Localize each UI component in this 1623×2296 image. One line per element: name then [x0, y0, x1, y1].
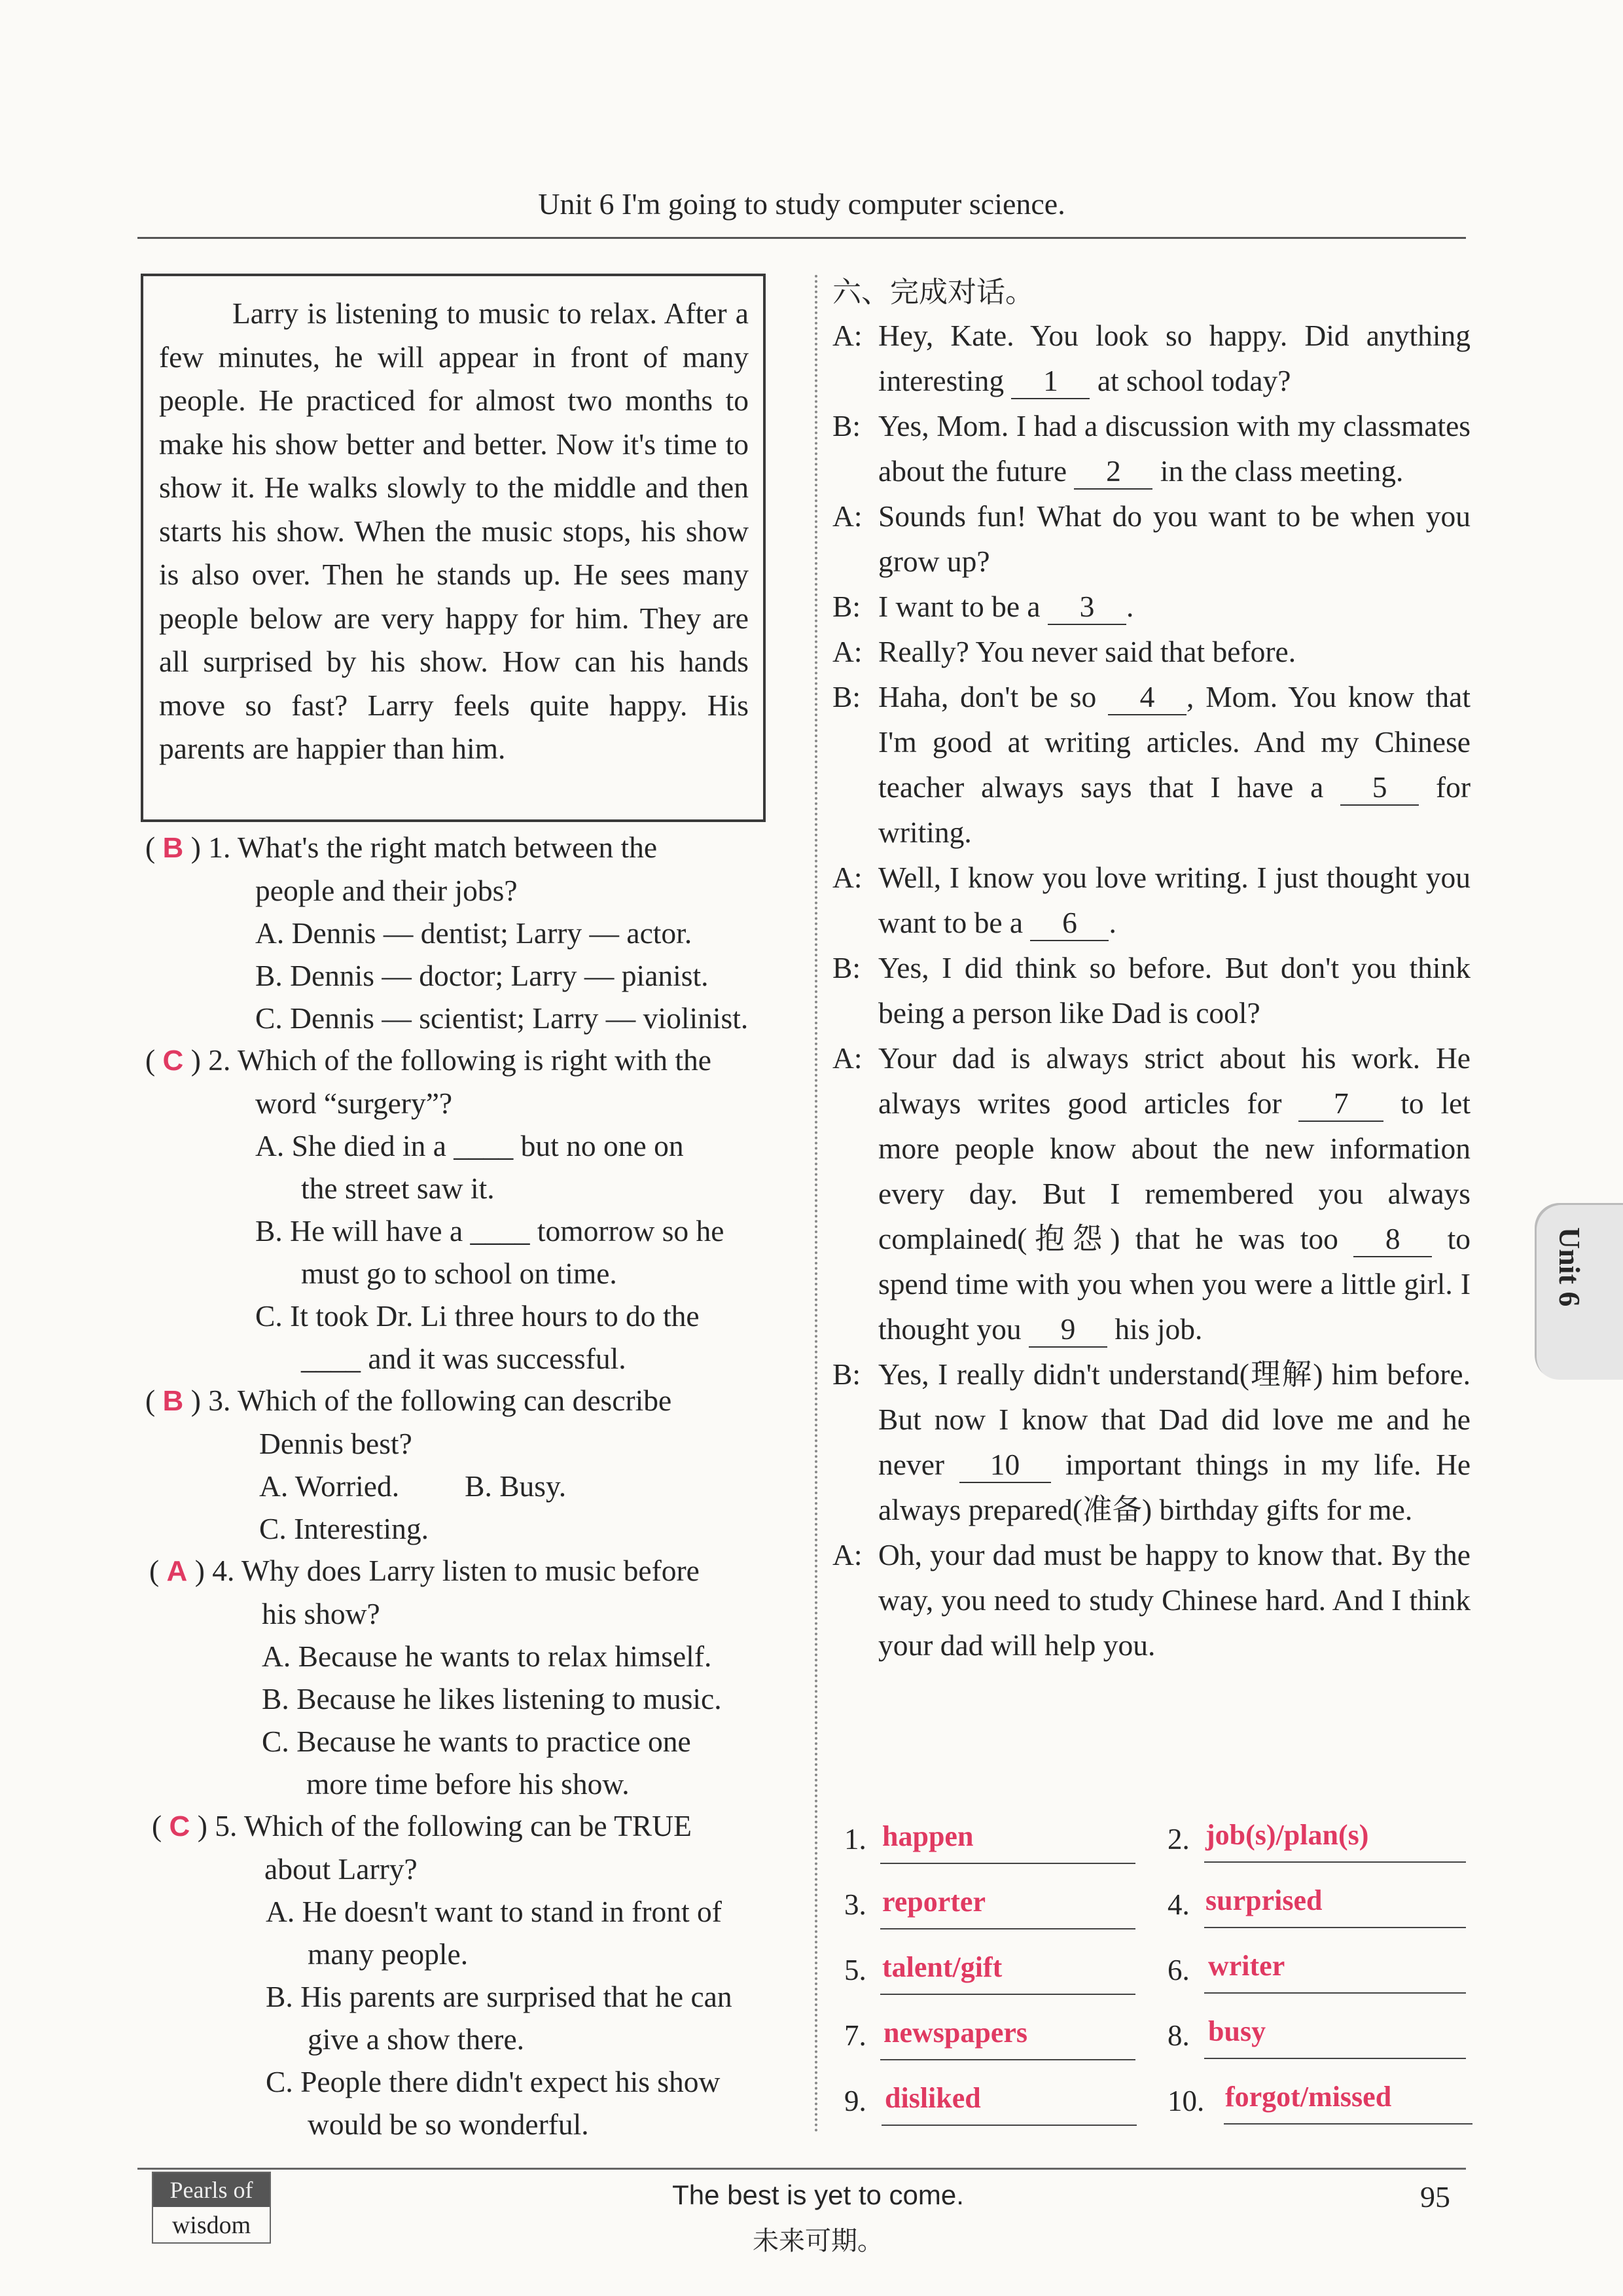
option: ____ and it was successful.	[301, 1342, 626, 1375]
blank-7: 7	[1298, 1086, 1383, 1122]
option: C. Because he wants to practice one	[262, 1725, 691, 1758]
blank-9: 9	[1029, 1312, 1107, 1348]
option: the street saw it.	[301, 1172, 495, 1205]
option: C. Dennis — scientist; Larry — violinist.	[255, 1001, 749, 1035]
page-header-title: Unit 6 I'm going to study computer science.	[538, 187, 1065, 221]
option: would be so wonderful.	[308, 2108, 589, 2141]
unit-tab-label: Unit 6	[1553, 1227, 1586, 1307]
blank-1: 1	[1011, 364, 1090, 399]
answer-letter: C	[162, 1045, 184, 1077]
footer-divider	[137, 2168, 1466, 2170]
answer-5: talent/gift	[882, 1951, 1003, 1983]
option: B. He will have a ____ tomorrow so he	[255, 1214, 724, 1247]
answer-10: forgot/missed	[1225, 2081, 1392, 2113]
passage-text: Larry is listening to music to relax. After a few minutes, he will appear in front of many people. He practiced for almost two months to make his show better and better. Now it's time to show it. He walks slowly to the middle and then starts his show. When the music stops, his show is also over. Then he stands up. He sees many people below are very happy for him. They are all surprised by his show. How can his hands move so fast? Larry feels quite happy. His parents are happier than him.	[159, 296, 749, 765]
question-1: ( B ) 1. What's the right match between the people and their jobs? A. Dennis — dentist; Larry — actor. B. Dennis — doctor; Larry — pianist. C. Dennis — scientist; Larry — violinist.	[145, 826, 774, 1039]
blank-3: 3	[1048, 590, 1126, 625]
footer-quote: The best is yet to come.	[672, 2179, 964, 2210]
option: more time before his show.	[306, 1767, 630, 1801]
question-5: ( C ) 5. Which of the following can be TRUE about Larry? A. He doesn't want to stand in front of many people. B. His parents are surprised that he can give a show there. C. People there didn't expect his show would be so wonderful.	[152, 1804, 780, 2145]
option: A. Worried.	[259, 1469, 400, 1503]
blank-4: 4	[1108, 680, 1186, 715]
option: C. People there didn't expect his show	[266, 2065, 721, 2098]
reading-passage	[141, 274, 766, 822]
option: many people.	[308, 1937, 469, 1971]
answer-9: disliked	[885, 2082, 981, 2114]
section-title: 六、完成对话。	[832, 276, 1034, 309]
option: must go to school on time.	[301, 1257, 617, 1290]
answer-letter: C	[169, 1810, 190, 1842]
answer-6: writer	[1208, 1950, 1285, 1982]
dialogue: A: Hey, Kate. You look so happy. Did anything interesting 1 at school today? B: Yes, Mom. I had a discussion with my classmates about the future 2 in the class meeting. A: Sounds fun! What do you want to be when you grow up? B: I want to be a 3 . A: Really? You never said that before. B: Haha, don't be so 4 , Mom. You know that I'm good at writing articles. And my Chinese teacher always says that I have a 5 for writing. A: Well, I know you love writing. I just thought you want to be a 6 . B: Yes, I did think so before. But don't you think being a person like Dad is cool? A: Your dad is always strict about his work. He always writes good articles for 7 to let more people know about the new information every day. But I remembered you always complained(抱怨) that he was too 8 to spend time with you when you were a little girl. I thought you 9 his job. B: Yes, I really didn't understand(理解) him before. But now I know that Dad did love me and he never 10 important things in my life. He always prepared(准备) birthday gifts for me. A: Oh, your dad must be happy to know that. By the way, you need to study Chinese hard. And I think your dad will help you.	[832, 319, 1471, 1662]
header-divider	[137, 237, 1466, 239]
answer-3: reporter	[882, 1886, 986, 1918]
option: A. She died in a ____ but no one on	[255, 1129, 684, 1162]
answer-letter: A	[166, 1555, 188, 1587]
option: B. His parents are surprised that he can	[266, 1980, 732, 2013]
answer-1: happen	[882, 1820, 974, 1852]
answer-letter: B	[162, 832, 184, 864]
answer-2: job(s)/plan(s)	[1205, 1819, 1369, 1851]
answer-7: newspapers	[883, 2017, 1028, 2049]
option: A. He doesn't want to stand in front of	[266, 1895, 722, 1928]
footer-quote-cn: 未来可期。	[753, 2226, 883, 2256]
blank-10: 10	[959, 1448, 1051, 1483]
answer-key: 1. happen 2. job(s)/plan(s) 3. reporter 4. surprised 5. talent/gift 6. writer 7. newspapers 8. busy 9. disliked 10. forgot/missed	[844, 1806, 1479, 2134]
option: C. Interesting.	[259, 1512, 429, 1545]
column-divider	[815, 275, 817, 2134]
question-4: ( A ) 4. Why does Larry listen to music before his show? A. Because he wants to relax himself. B. Because he likes listening to music. C. Because he wants to practice one more time before his show.	[149, 1549, 777, 1805]
question-2: ( C ) 2. Which of the following is right with the word “surgery”? A. She died in a ____ but no one on the street saw it. B. He will have a ____ tomorrow so he must go to school on time. C. It took Dr. Li three hours to do the ____ and it was successful.	[145, 1039, 774, 1380]
option: give a show there.	[308, 2022, 525, 2056]
answer-4: surprised	[1205, 1884, 1323, 1916]
blank-5: 5	[1340, 770, 1419, 806]
option: A. Because he wants to relax himself.	[262, 1640, 712, 1673]
blank-6: 6	[1030, 906, 1109, 941]
option: B. Dennis — doctor; Larry — pianist.	[255, 959, 709, 992]
option: B. Busy.	[465, 1469, 567, 1503]
answer-letter: B	[162, 1385, 184, 1417]
option: C. It took Dr. Li three hours to do the	[255, 1299, 700, 1333]
blank-2: 2	[1074, 454, 1152, 490]
question-3: ( B ) 3. Which of the following can describe Dennis best? A. Worried. B. Busy. C. Interesting.	[145, 1379, 774, 1550]
blank-8: 8	[1353, 1222, 1432, 1257]
pearls-of-wisdom-badge: Pearls of wisdom	[152, 2172, 271, 2244]
page-number: 95	[1420, 2180, 1450, 2214]
option: A. Dennis — dentist; Larry — actor.	[255, 916, 692, 950]
answer-8: busy	[1208, 2015, 1266, 2047]
option: B. Because he likes listening to music.	[262, 1682, 722, 1715]
